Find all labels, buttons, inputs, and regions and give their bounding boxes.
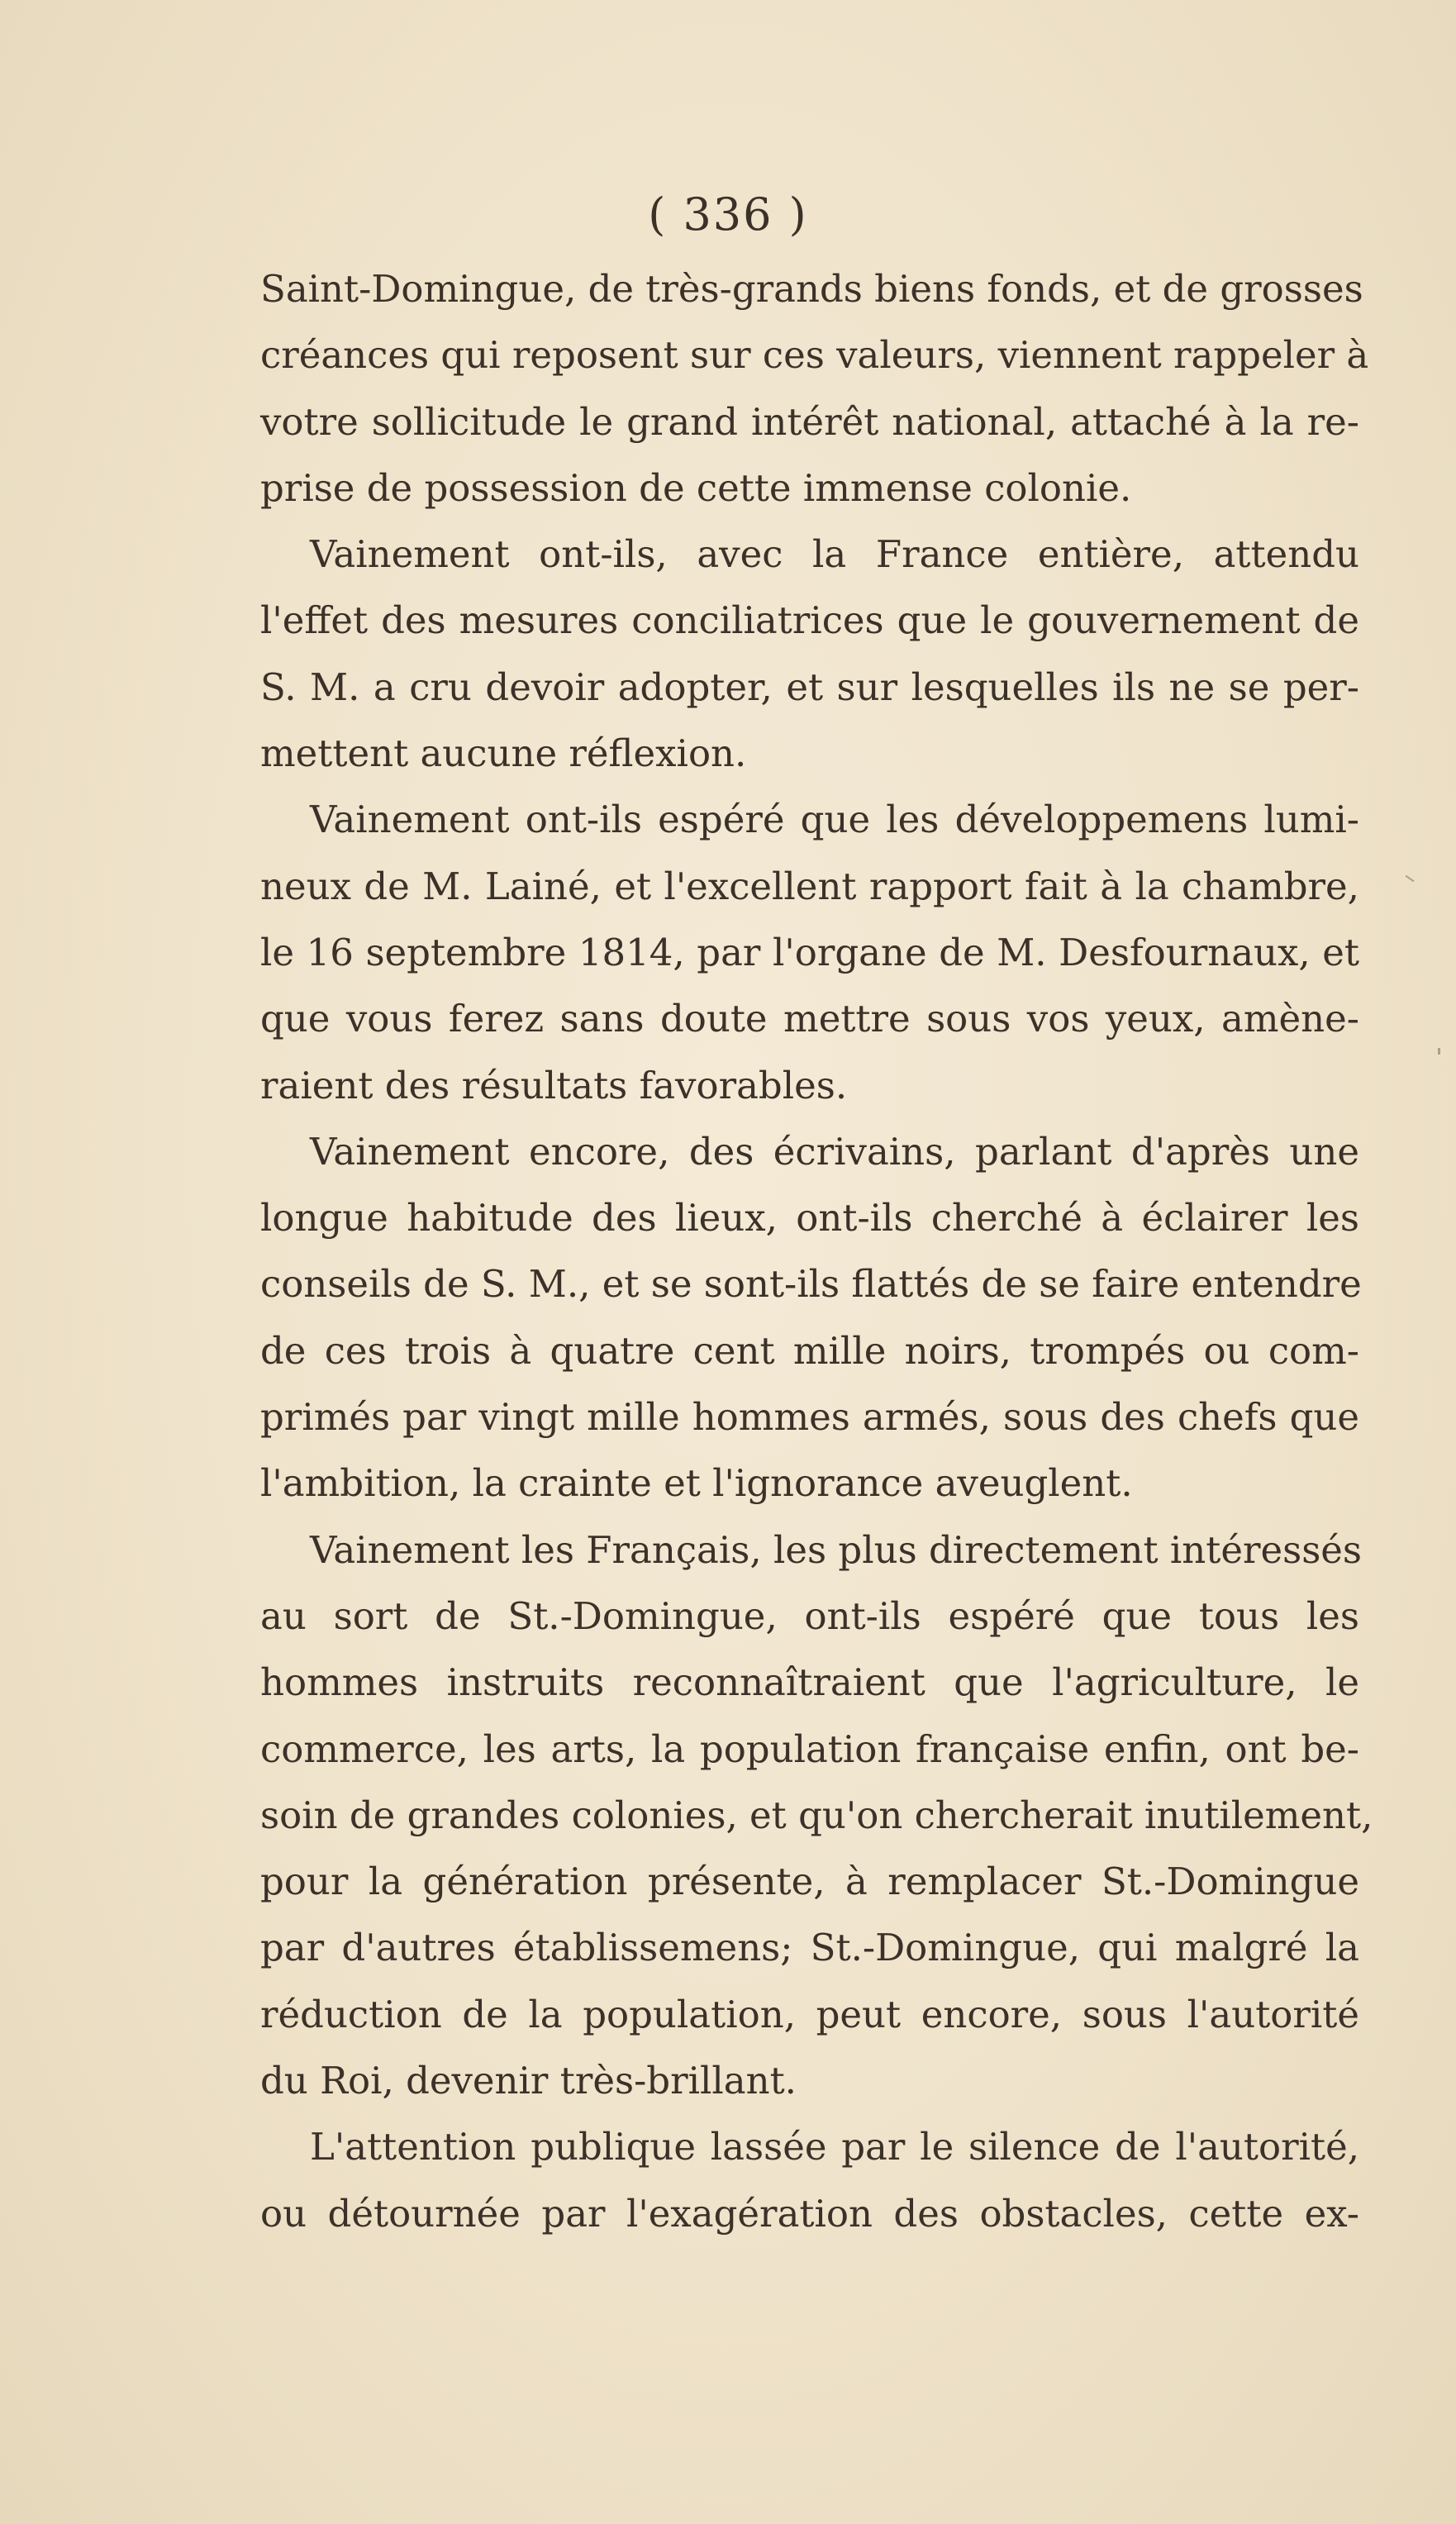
text-line: raient des résultats favorables. [260,1063,848,1107]
text-line: primés par vingt mille hommes armés, sous des chefs que [260,1395,1359,1440]
text-line: commerce, les arts, la population française enfin, ont be- [260,1726,1359,1771]
text-line: longue habitude des lieux, ont-ils cherché à éclairer les [260,1196,1359,1241]
text-line: l'ambition, la crainte et l'ignorance aveuglent. [260,1461,1133,1506]
text-line: neux de M. Lainé, et l'excellent rapport fait à la chambre, [260,864,1359,908]
text-line: Vainement les Français, les plus directement intéressés [310,1527,1363,1572]
text-line: le 16 septembre 1814, par l'organe de M. Desfournaux, et [260,930,1359,974]
text-line: prise de possession de cette immense colonie. [260,465,1132,510]
text-line: Vainement ont-ils, avec la France entière, attendu [310,532,1359,577]
body-text [260,256,1373,2247]
text-line: pour la génération présente, à remplacer St.-Domingue [260,1860,1359,1904]
text-line: Saint-Domingue, de très-grands biens fonds, et de grosses [260,267,1363,311]
text-line: de ces trois à quatre cent mille noirs, trompés ou com- [260,1328,1359,1373]
text-line: soin de grandes colonies, et qu'on chercherait inutilement, [260,1793,1373,1837]
text-line: au sort de St.-Domingue, ont-ils espéré que tous les [260,1593,1359,1638]
page-number: ( 336 ) [648,188,808,240]
text-line: mettent aucune réflexion. [260,731,747,776]
paper-speck [1438,1048,1440,1055]
text-line: L'attention publique lassée par le silence de l'autorité, [310,2125,1359,2169]
text-line: S. M. a cru devoir adopter, et sur lesquelles ils ne se per- [260,664,1359,709]
text-line: ou détournée par l'exagération des obstacles, cette ex- [260,2191,1359,2236]
text-line: du Roi, devenir très-brillant. [260,2059,797,2103]
text-line: Vainement ont-ils espéré que les développemens lumi- [310,798,1359,842]
text-line: hommes instruits reconnaîtraient que l'agriculture, le [260,1660,1359,1705]
text-line: créances qui reposent sur ces valeurs, viennent rappeler à [260,333,1369,378]
text-line: que vous ferez sans doute mettre sous vos yeux, amène- [260,997,1359,1041]
paper-speck [1406,875,1415,883]
text-line: réduction de la population, peut encore, sous l'autorité [260,1992,1359,2036]
text-line: l'effet des mesures conciliatrices que le gouvernement de [260,598,1359,643]
text-line: votre sollicitude le grand intérêt national, attaché à la re- [260,399,1359,444]
text-line: conseils de S. M., et se sont-ils flattés de se faire entendre [260,1262,1362,1307]
text-line: par d'autres établissemens; St.-Domingue, qui malgré la [260,1926,1359,1970]
text-line: Vainement encore, des écrivains, parlant d'après une [310,1129,1359,1174]
